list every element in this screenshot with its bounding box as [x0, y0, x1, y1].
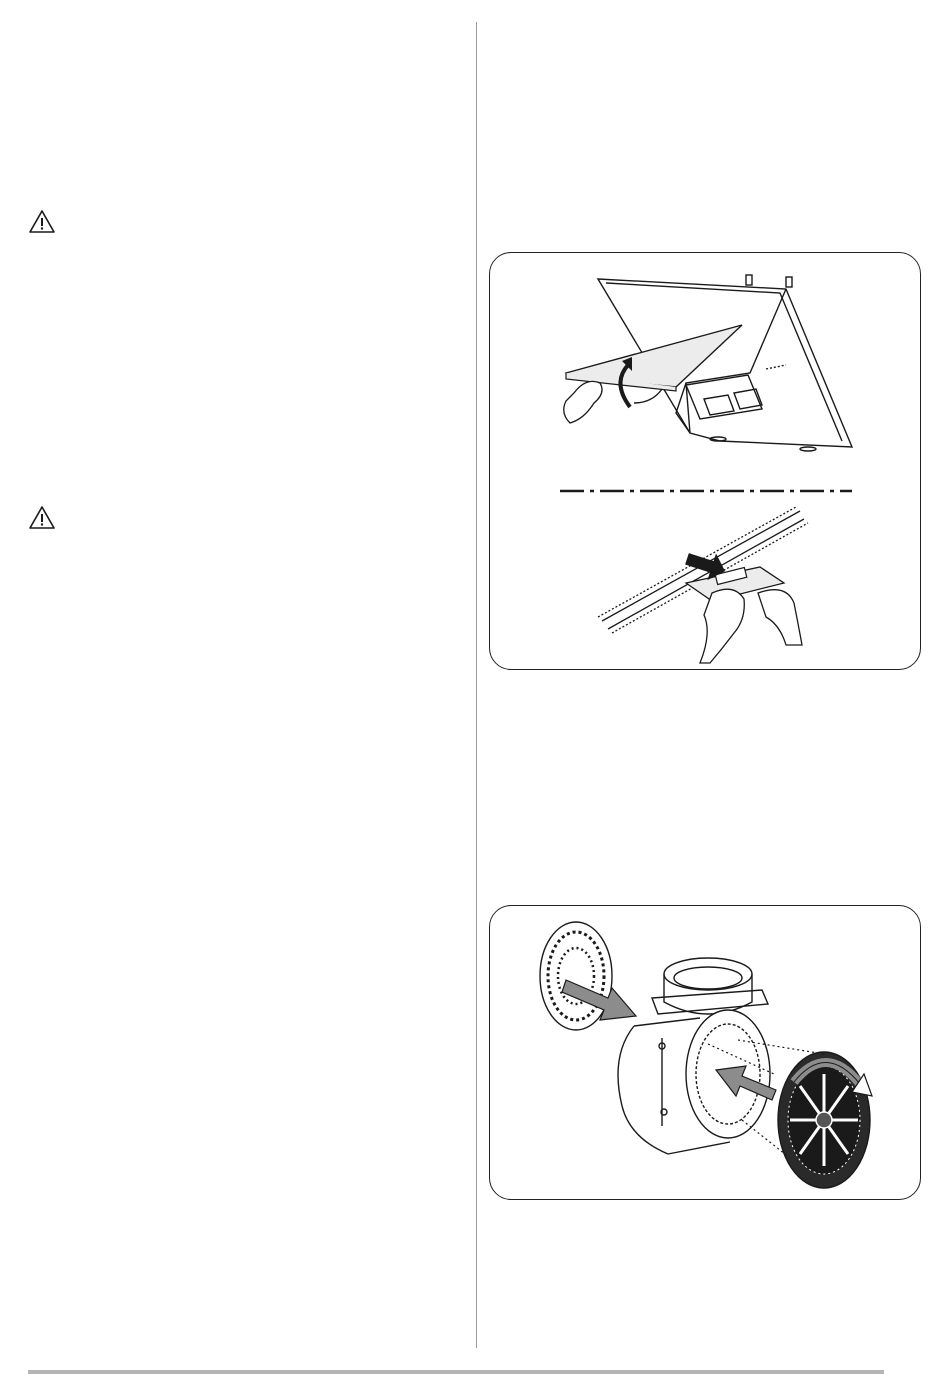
filter-removal-illustration [490, 253, 920, 669]
column-divider [476, 22, 477, 1348]
figure-filter-removal [489, 252, 921, 670]
warning-triangle-icon [28, 208, 56, 236]
charcoal-filter-illustration [490, 906, 920, 1199]
charcoal-filter-left-drawing [540, 922, 612, 1030]
hand-drawing [564, 381, 602, 423]
footer-rule [28, 1370, 884, 1374]
figure-charcoal-filter-install [489, 905, 921, 1200]
warning-triangle-icon [28, 504, 56, 532]
hand-drawing [758, 590, 802, 645]
charcoal-filter-right-drawing [778, 1052, 870, 1188]
hand-drawing [700, 589, 744, 663]
